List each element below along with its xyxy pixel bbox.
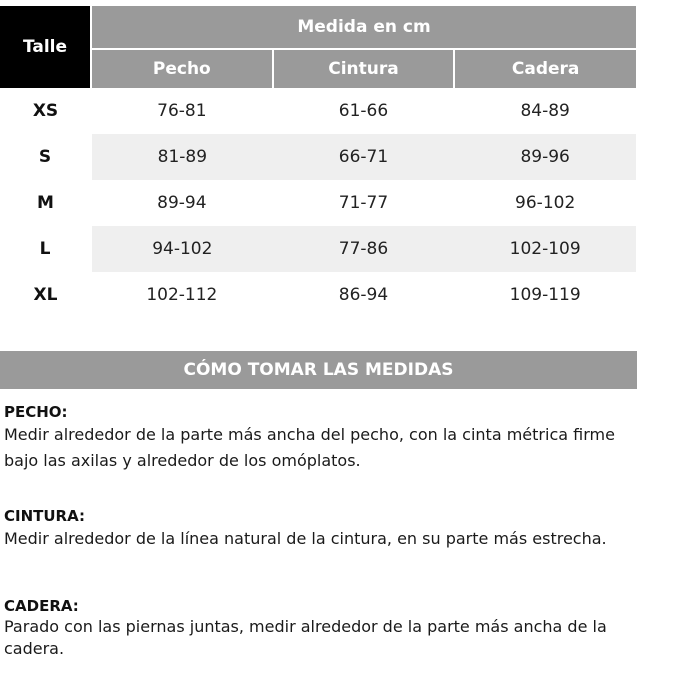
measure-description: Parado con las piernas juntas, medir alrededor de la parte más ancha de la cadera. <box>4 617 607 658</box>
size-label: M <box>37 193 54 213</box>
table-row <box>0 226 636 272</box>
cadera-value: 96-102 <box>515 193 576 213</box>
cadera-value: 89-96 <box>454 134 636 180</box>
measure-description: Medir alrededor de la parte más ancha del pecho, con la cinta métrica firme bajo las axilas y alrededor de los omóplatos. <box>4 425 615 470</box>
size-table <box>0 6 636 318</box>
pecho-value: 89-94 <box>157 193 207 213</box>
table-row <box>0 88 636 134</box>
measure-section-cadera <box>4 596 644 660</box>
measure-description: Medir alrededor de la línea natural de la cintura, en su parte más estrecha. <box>4 529 607 548</box>
measurement-group-header: Medida en cm <box>91 6 636 49</box>
size-label: XS <box>32 101 59 121</box>
table-row <box>0 134 636 180</box>
cintura-value: 77-86 <box>273 226 455 272</box>
how-to-measure-header: CÓMO TOMAR LAS MEDIDAS <box>0 351 637 389</box>
column-header-cintura: Cintura <box>273 49 455 88</box>
measure-title: CINTURA: <box>4 507 85 525</box>
size-label: S <box>0 134 91 180</box>
table-row <box>0 272 636 318</box>
cintura-value: 61-66 <box>338 101 389 121</box>
table-row <box>0 180 636 226</box>
column-header-cadera: Cadera <box>454 49 636 88</box>
cadera-value: 84-89 <box>520 101 570 121</box>
measure-title: PECHO: <box>4 403 68 421</box>
column-header-pecho: Pecho <box>91 49 273 88</box>
measure-section-cintura <box>4 506 644 552</box>
size-label: L <box>0 226 91 272</box>
measure-section-pecho <box>4 402 644 474</box>
size-label: XL <box>33 285 58 305</box>
pecho-value: 102-112 <box>146 285 218 305</box>
size-column-header: Talle <box>0 6 91 88</box>
cadera-value: 109-119 <box>509 285 581 305</box>
pecho-value: 94-102 <box>91 226 273 272</box>
cintura-value: 66-71 <box>273 134 455 180</box>
cadera-value: 102-109 <box>454 226 636 272</box>
pecho-value: 76-81 <box>157 101 207 121</box>
cintura-value: 86-94 <box>338 285 389 305</box>
cintura-value: 71-77 <box>338 193 389 213</box>
measure-title: CADERA: <box>4 597 79 615</box>
pecho-value: 81-89 <box>91 134 273 180</box>
